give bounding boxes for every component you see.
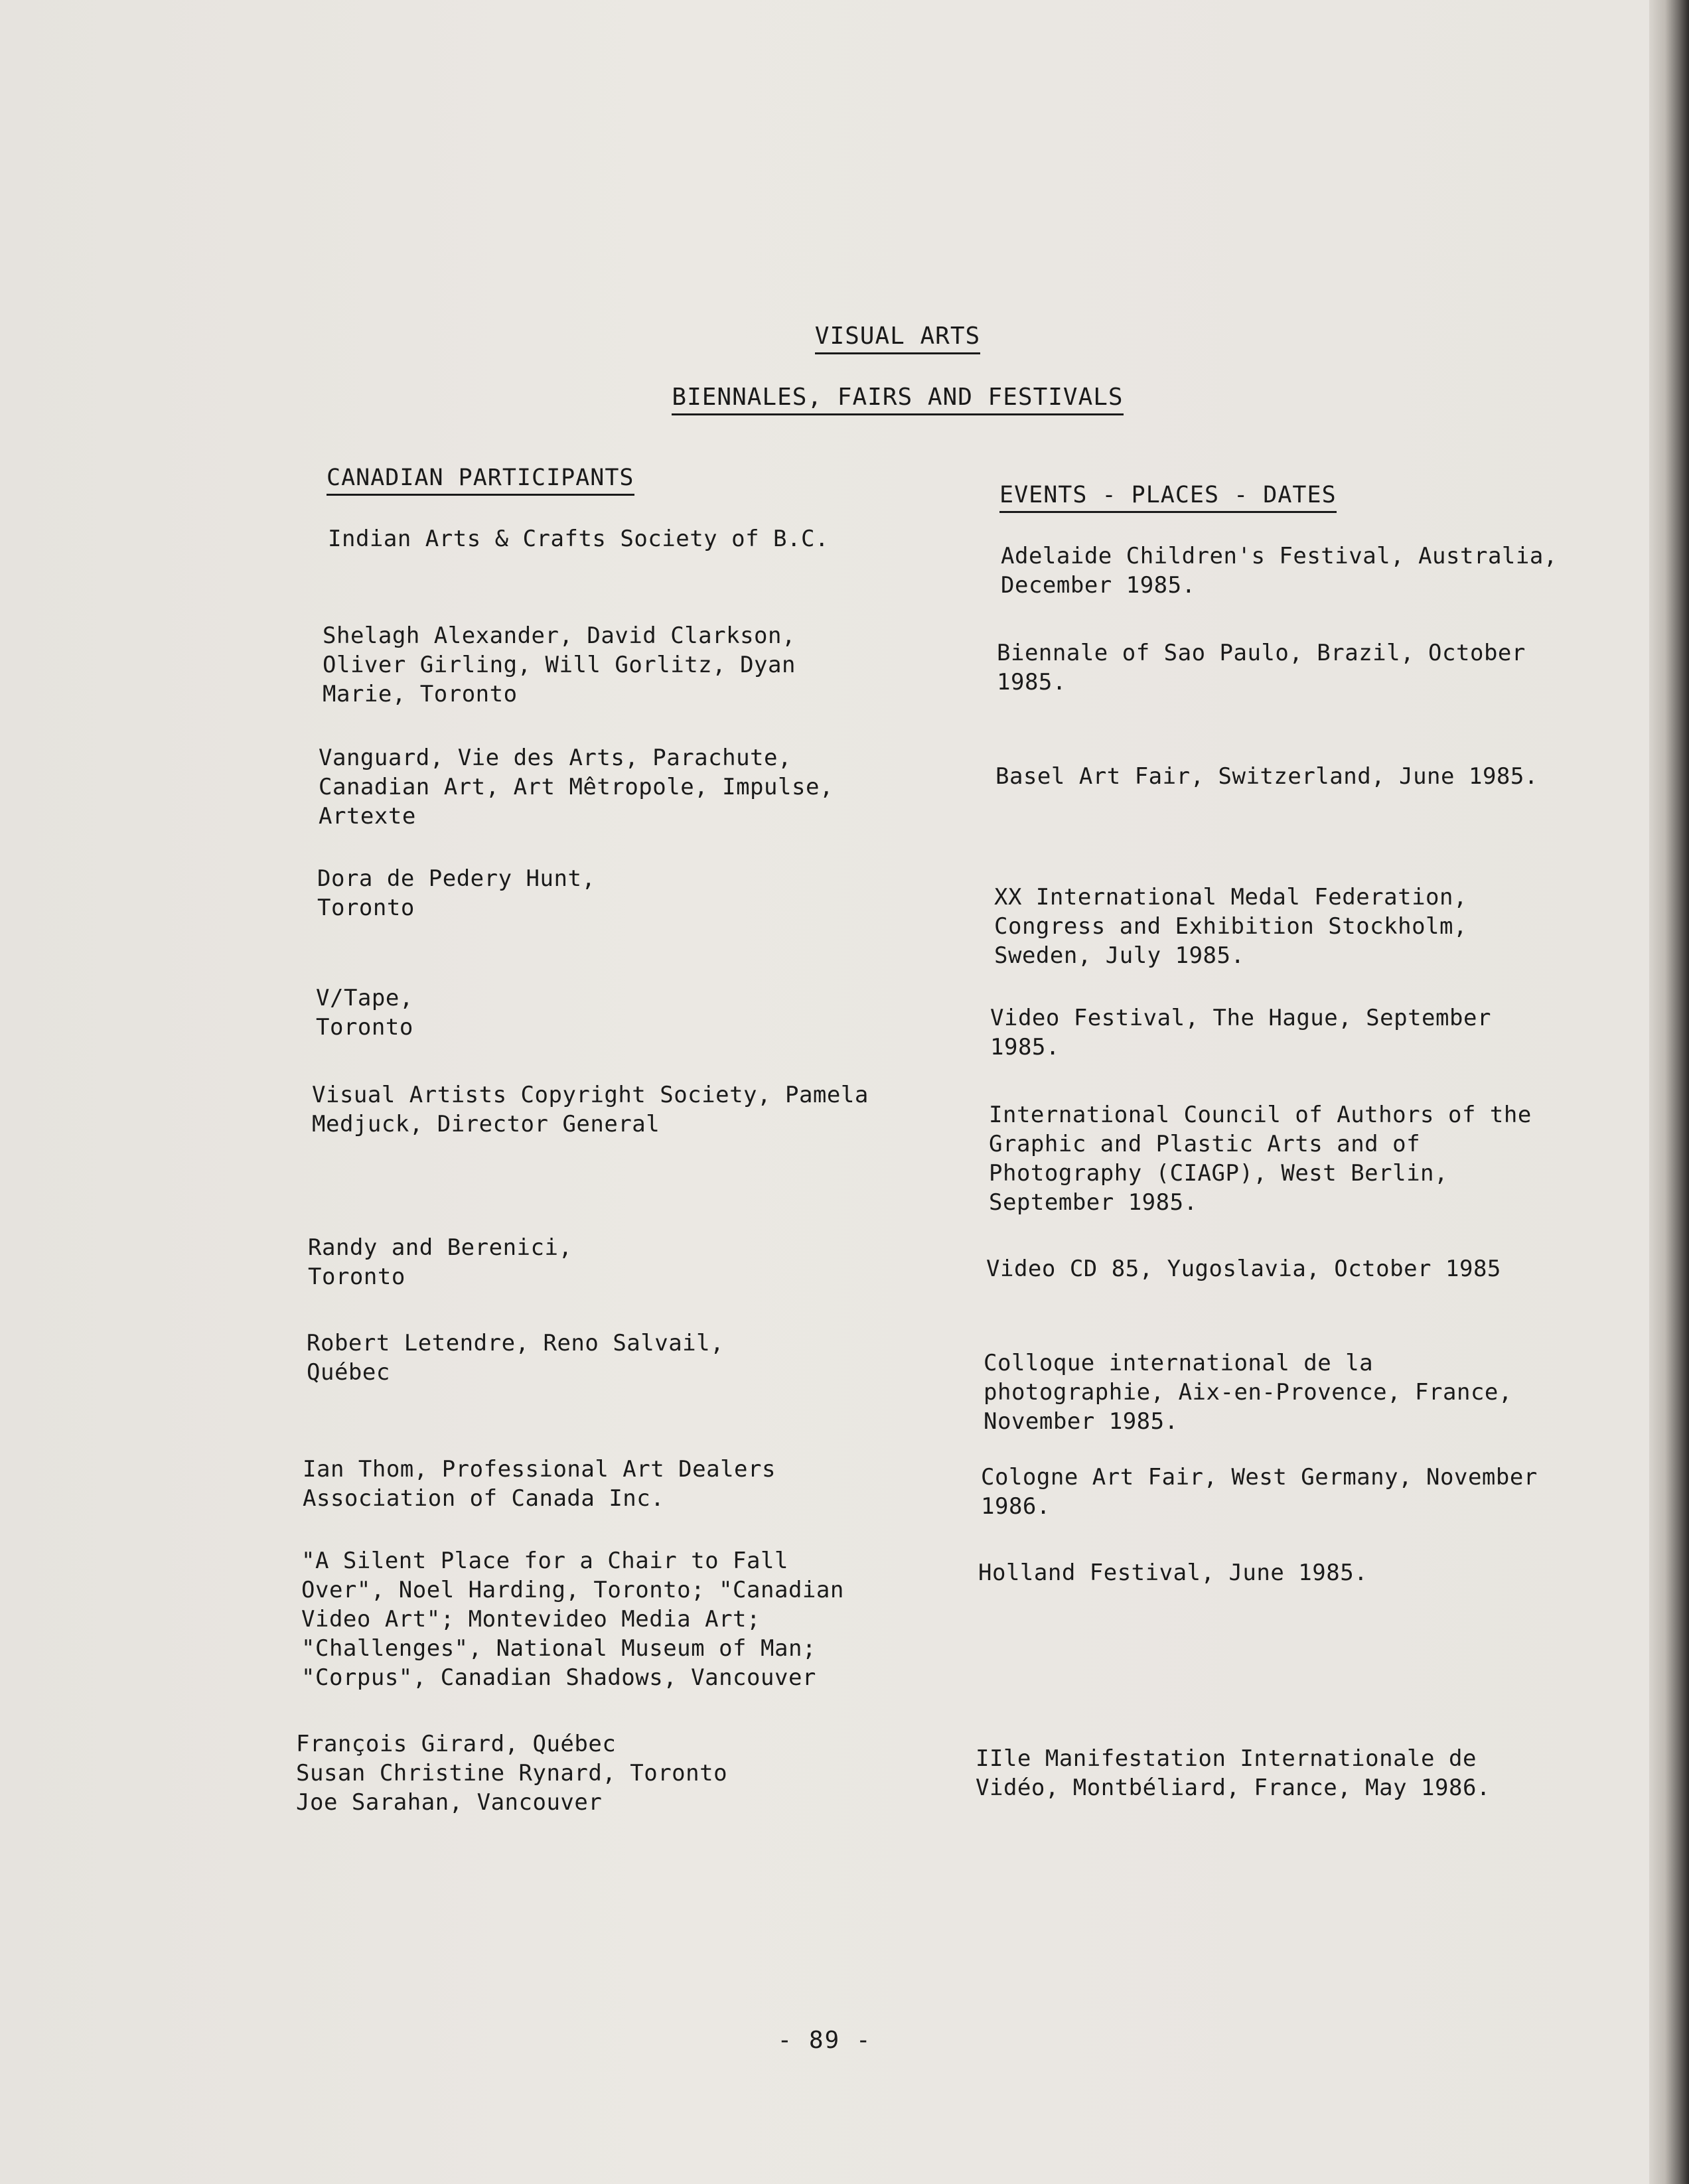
participant-entry: Visual Artists Copyright Society, Pamela Medjuck, Director General [312,1082,869,1137]
event-entry: Cologne Art Fair, West Germany, November 1986. [981,1464,1538,1520]
participant-entry: François Girard, Québec Susan Christine Rynard, Toronto Joe Sarahan, Vancouver [296,1731,728,1816]
page-subtitle: BIENNALES, FAIRS AND FESTIVALS [73,384,1689,411]
events-column-header: EVENTS - PLACES - DATES [999,482,1337,513]
event-entry: Colloque international de la photographie, Aix-en-Provence, France, November 1985. [984,1350,1512,1435]
event-entry: XX International Medal Federation, Congress and Exhibition Stockholm, Sweden, July 1985. [994,884,1467,969]
event-entry: Basel Art Fair, Switzerland, June 1985. [995,763,1538,790]
participant-entry: Dora de Pedery Hunt, Toronto [317,865,596,921]
participant-entry: Robert Letendre, Reno Salvail, Québec [307,1330,725,1386]
page-number: - 89 - [777,2027,872,2054]
participant-entry: Vanguard, Vie des Arts, Parachute, Canadian Art, Art Mêtropole, Impulse, Artexte [319,745,834,830]
event-entry: International Council of Authors of the Graphic and Plastic Arts and of Photography (CIAGP), West Berlin, September 1985. [989,1102,1532,1216]
participants-column-header: CANADIAN PARTICIPANTS [327,465,634,496]
event-entry: Biennale of Sao Paulo, Brazil, October 1985. [997,640,1526,695]
participant-entry: Ian Thom, Professional Art Dealers Association of Canada Inc. [303,1456,776,1512]
participant-entry: Randy and Berenici, Toronto [308,1234,573,1290]
participant-entry: Indian Arts & Crafts Society of B.C. [328,526,829,552]
event-entry: Video Festival, The Hague, September 1985. [990,1005,1491,1060]
event-entry: Video CD 85, Yugoslavia, October 1985 [986,1256,1501,1282]
page-title: VISUAL ARTS [73,323,1689,350]
participant-entry: V/Tape, Toronto [316,985,413,1041]
participant-entry: "A Silent Place for a Chair to Fall Over", Noel Harding, Toronto; "Canadian Video Art"; Montevideo Media Art; "Challenges", National Museum of Man; "Corpus", Canadian Shadows, Vancouver [301,1548,844,1691]
book-spine-edge [1649,0,1689,2184]
event-entry: IIle Manifestation Internationale de Vidéo, Montbéliard, France, May 1986. [976,1745,1491,1801]
event-entry: Holland Festival, June 1985. [978,1560,1368,1586]
event-entry: Adelaide Children's Festival, Australia, December 1985. [1001,543,1558,599]
participant-entry: Shelagh Alexander, David Clarkson, Oliver Girling, Will Gorlitz, Dyan Marie, Toronto [323,622,796,707]
